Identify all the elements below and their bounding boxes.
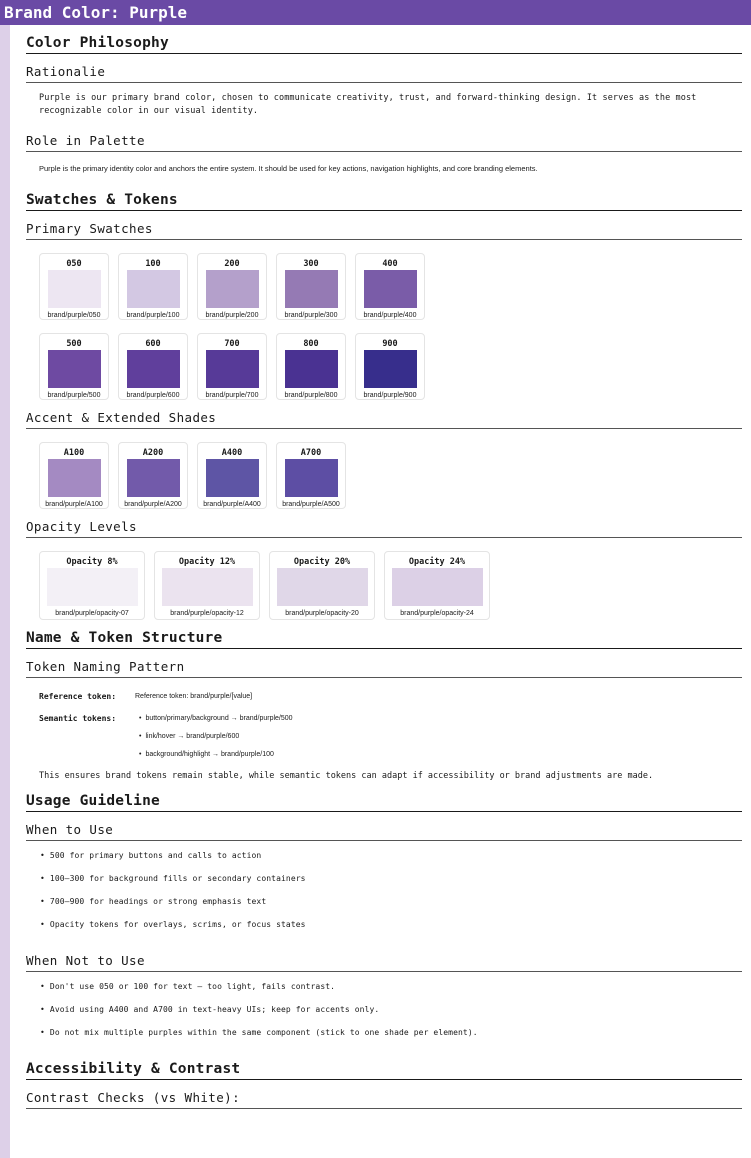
swatch-chip xyxy=(48,350,101,388)
semantic-tokens-row xyxy=(39,714,742,768)
swatch-card[interactable] xyxy=(276,253,346,320)
swatch-name: A700 xyxy=(300,448,322,458)
subsection-when-not-to-use: When Not to Use xyxy=(26,943,742,972)
page-title: Brand Color: Purple xyxy=(4,3,188,22)
subsection-role: Role in Palette xyxy=(26,123,742,152)
opacity-card[interactable] xyxy=(269,551,375,620)
semantic-token-list xyxy=(135,714,293,768)
swatch-name: 200 xyxy=(224,259,240,269)
swatch-token: brand/purple/300 xyxy=(284,312,338,319)
opacity-chip xyxy=(392,568,483,606)
opacity-card[interactable] xyxy=(39,551,145,620)
swatch-card[interactable] xyxy=(118,333,188,400)
opacity-token: brand/purple/opacity-20 xyxy=(285,610,359,617)
list-item: • 100–300 for background fills or secondary containers xyxy=(40,874,742,884)
swatch-card[interactable] xyxy=(39,333,109,400)
main-content xyxy=(26,25,742,1109)
swatch-name: 700 xyxy=(224,339,240,349)
swatch-chip xyxy=(285,270,338,308)
swatch-name: 050 xyxy=(66,259,82,269)
list-item: • Don't use 050 or 100 for text – too light, fails contrast. xyxy=(40,982,742,992)
swatch-chip xyxy=(48,459,101,497)
section-title-usage: Usage Guideline xyxy=(26,783,742,812)
swatch-name: A100 xyxy=(63,448,85,458)
primary-swatch-row-1 xyxy=(39,253,742,320)
swatch-chip xyxy=(206,459,259,497)
swatch-chip xyxy=(48,270,101,308)
token-structure-table xyxy=(39,692,742,768)
opacity-token: brand/purple/opacity-07 xyxy=(55,610,129,617)
swatch-card[interactable] xyxy=(197,333,267,400)
swatch-chip xyxy=(127,459,180,497)
list-item: • 500 for primary buttons and calls to action xyxy=(40,851,742,861)
swatch-token: brand/purple/400 xyxy=(363,312,417,319)
swatch-chip xyxy=(206,270,259,308)
swatch-token: brand/purple/050 xyxy=(47,312,101,319)
subsection-token-pattern: Token Naming Pattern xyxy=(26,649,742,678)
when-to-use-list xyxy=(40,851,742,930)
semantic-tokens-label: Semantic tokens: xyxy=(39,714,117,723)
list-item: • Avoid using A400 and A700 in text-heavy UIs; keep for accents only. xyxy=(40,1005,742,1015)
opacity-name: Opacity 8% xyxy=(66,557,118,567)
swatch-card[interactable] xyxy=(39,442,109,509)
swatch-name: 900 xyxy=(382,339,398,349)
opacity-name: Opacity 12% xyxy=(178,557,236,567)
reference-token-label: Reference token: xyxy=(39,692,117,701)
list-item: • Do not mix multiple purples within the same component (stick to one shade per element). xyxy=(40,1028,742,1038)
reference-token-row xyxy=(39,692,742,702)
swatch-chip xyxy=(285,350,338,388)
list-item: • button/primary/background → brand/purple/500 xyxy=(135,714,293,724)
swatch-name: 400 xyxy=(382,259,398,269)
when-not-to-use-list xyxy=(40,982,742,1038)
swatch-card[interactable] xyxy=(355,333,425,400)
swatch-token: brand/purple/500 xyxy=(47,392,101,399)
opacity-name: Opacity 20% xyxy=(293,557,351,567)
list-item: • 700–900 for headings or strong emphasis text xyxy=(40,897,742,907)
swatch-token: brand/purple/600 xyxy=(126,392,180,399)
swatch-card[interactable] xyxy=(355,253,425,320)
subsection-when-to-use: When to Use xyxy=(26,812,742,841)
section-title-swatches: Swatches & Tokens xyxy=(26,182,742,211)
accent-swatch-row xyxy=(39,442,742,509)
opacity-card[interactable] xyxy=(154,551,260,620)
swatch-token: brand/purple/900 xyxy=(363,392,417,399)
rationale-text: Purple is our primary brand color, chosen to communicate creativity, trust, and forward-thinking design. It serves as the most recognizable color in our visual identity. xyxy=(39,93,697,116)
subsection-accent-shades: Accent & Extended Shades xyxy=(26,400,742,429)
opacity-chip xyxy=(47,568,138,606)
swatch-name: A400 xyxy=(221,448,243,458)
naming-note: This ensures brand tokens remain stable, while semantic tokens can adapt if accessibility or brand adjustments are made. xyxy=(39,771,654,781)
swatch-card[interactable] xyxy=(197,253,267,320)
section-title-color-philosophy: Color Philosophy xyxy=(26,25,742,54)
list-item: • background/highlight → brand/purple/100 xyxy=(135,750,293,760)
opacity-chip xyxy=(277,568,368,606)
swatch-card[interactable] xyxy=(197,442,267,509)
swatch-chip xyxy=(127,350,180,388)
swatch-chip xyxy=(364,270,417,308)
opacity-token: brand/purple/opacity-12 xyxy=(170,610,244,617)
swatch-name: A200 xyxy=(142,448,164,458)
swatch-name: 500 xyxy=(66,339,82,349)
swatch-token: brand/purple/100 xyxy=(126,312,180,319)
opacity-card[interactable] xyxy=(384,551,490,620)
title-bar xyxy=(0,0,751,25)
swatch-token: brand/purple/800 xyxy=(284,392,338,399)
opacity-swatch-row xyxy=(39,551,742,620)
subsection-opacity-levels: Opacity Levels xyxy=(26,509,742,538)
opacity-token: brand/purple/opacity-24 xyxy=(400,610,474,617)
swatch-card[interactable] xyxy=(118,442,188,509)
swatch-token: brand/purple/A200 xyxy=(124,501,182,508)
swatch-token: brand/purple/A500 xyxy=(282,501,340,508)
subsection-contrast-checks: Contrast Checks (vs White): xyxy=(26,1080,742,1109)
opacity-chip xyxy=(162,568,253,606)
swatch-name: 800 xyxy=(303,339,319,349)
section-title-accessibility: Accessibility & Contrast xyxy=(26,1051,742,1080)
swatch-card[interactable] xyxy=(276,442,346,509)
swatch-token: brand/purple/A100 xyxy=(45,501,103,508)
subsection-primary-swatches: Primary Swatches xyxy=(26,211,742,240)
opacity-name: Opacity 24% xyxy=(408,557,466,567)
swatch-token: brand/purple/700 xyxy=(205,392,259,399)
section-title-naming: Name & Token Structure xyxy=(26,620,742,649)
swatch-chip xyxy=(127,270,180,308)
role-text: Purple is the primary identity color and anchors the entire system. It should be used for key actions, navigation highlights, and core branding elements. xyxy=(39,164,538,173)
swatch-token: brand/purple/A400 xyxy=(203,501,261,508)
swatch-name: 300 xyxy=(303,259,319,269)
list-item: • link/hover → brand/purple/600 xyxy=(135,732,293,742)
subsection-rationale: Rationalie xyxy=(26,54,742,83)
reference-token-value: Reference token: brand/purple/[value] xyxy=(135,693,253,700)
swatch-name: 100 xyxy=(145,259,161,269)
list-item: • Opacity tokens for overlays, scrims, or focus states xyxy=(40,920,742,930)
swatch-card[interactable] xyxy=(276,333,346,400)
swatch-chip xyxy=(206,350,259,388)
swatch-token: brand/purple/200 xyxy=(205,312,259,319)
swatch-name: 600 xyxy=(145,339,161,349)
swatch-chip xyxy=(285,459,338,497)
primary-swatch-row-2 xyxy=(39,333,742,400)
swatch-card[interactable] xyxy=(39,253,109,320)
swatch-chip xyxy=(364,350,417,388)
swatch-card[interactable] xyxy=(118,253,188,320)
left-accent-strip xyxy=(0,25,10,1158)
